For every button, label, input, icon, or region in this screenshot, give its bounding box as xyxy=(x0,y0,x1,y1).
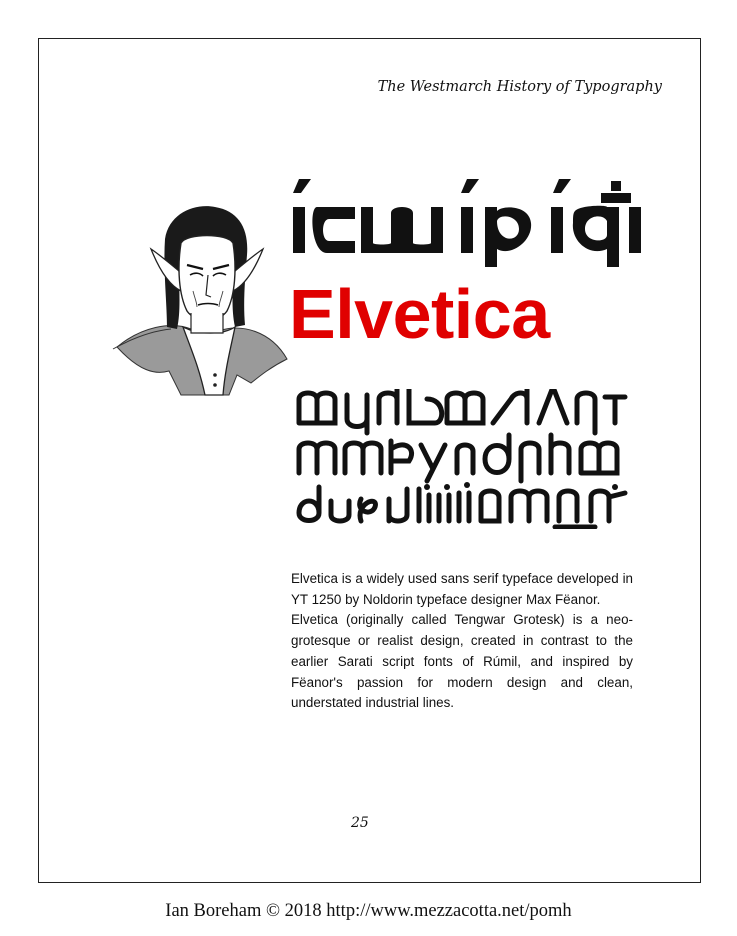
tehta-dot xyxy=(444,484,450,490)
glyph-bow xyxy=(573,206,619,267)
glyph-bow xyxy=(485,207,531,267)
glyph-stem xyxy=(461,207,473,253)
button-dot xyxy=(213,383,217,387)
footer-credit: Ian Boreham © 2018 http://www.mezzacotta.net/pomh xyxy=(165,901,572,921)
specimen-line-1 xyxy=(299,389,625,433)
page-title: Elvetica xyxy=(289,275,550,353)
tehta-dot xyxy=(464,482,470,488)
body-paragraph: Elvetica (originally called Tengwar Grotesk) is a neo-grotesque or realist design, created in contrast to the earlier Sarati script fonts of Rúmil, and inspired by Fëanor's passion for modern design and clean, understated industrial lines. xyxy=(291,612,633,711)
body-paragraph: Elvetica is a widely used sans serif typeface developed in YT 1250 by Noldorin typeface designer Max Fëanor. xyxy=(291,571,633,607)
tehta-mark xyxy=(461,179,479,193)
elf-portrait-icon xyxy=(111,199,291,399)
tehta-dot xyxy=(612,484,618,490)
glyph-bow xyxy=(312,207,355,253)
glyph-stem xyxy=(293,207,305,253)
specimen-line-2 xyxy=(299,435,617,481)
page-frame xyxy=(38,38,701,883)
tehta-mark xyxy=(293,179,311,193)
tehta-dot xyxy=(424,484,430,490)
tehta-mark xyxy=(601,193,631,203)
tehta-mark xyxy=(553,179,571,193)
tengwar-specimen-icon xyxy=(289,177,649,267)
tengwar-specimen-icon xyxy=(295,389,635,529)
glyph-stem xyxy=(629,207,641,253)
running-head: The Westmarch History of Typography xyxy=(377,79,662,95)
face-shape xyxy=(179,236,235,321)
page-number: 25 xyxy=(351,815,369,831)
tehta-mark xyxy=(611,181,621,191)
specimen-line-3 xyxy=(299,487,625,527)
glyph-stem xyxy=(551,207,563,253)
glyph-bow xyxy=(361,207,443,253)
body-text xyxy=(291,569,633,714)
neck-shape xyxy=(191,313,223,333)
button-dot xyxy=(213,373,217,377)
